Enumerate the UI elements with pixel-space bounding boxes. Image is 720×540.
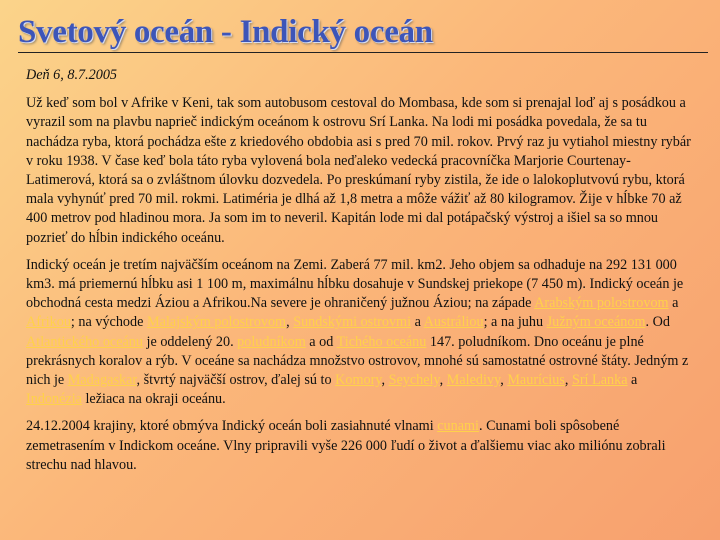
link-pacific-ocean[interactable]: Tichého oceánu <box>336 333 427 350</box>
paragraph-ocean-facts <box>26 256 692 410</box>
link-meridian[interactable]: poludníkom <box>237 333 306 350</box>
text-run: 147. poludníkom. Dno oceánu je plné prekrásnych koralov a rýb. V oceáne sa nachádza množstvo ostrovov, mnohé sú samostatné ostrovné štáty. Jedným z nich je <box>26 333 689 389</box>
link-comoros[interactable]: Komory <box>335 372 382 389</box>
entry-date: Deň 6, 8.7.2005 <box>26 67 118 83</box>
text-run: . Cunami boli spôsobené zemetrasením v Indickom oceáne. Vlny pripravili vyše 226 000 ľudí o život a ďalšiemu viac ako miliónu zobrali strechu nad hlavou. <box>26 418 666 473</box>
link-southern-ocean[interactable]: Južným oceánom <box>546 314 646 331</box>
text-run: je oddelený 20. <box>143 333 238 350</box>
link-madagascar[interactable]: Madagaskar <box>67 372 137 389</box>
text-run: ; a na juhu <box>483 314 547 331</box>
text-run: ležiaca na okraji oceánu. <box>81 391 226 408</box>
link-mauritius[interactable]: Maurícius <box>507 372 565 389</box>
text-run: , <box>439 372 447 389</box>
title-underline <box>18 52 708 53</box>
text-run: . Od <box>645 314 670 331</box>
link-maldives[interactable]: Maledivy <box>446 372 501 389</box>
text-run: , <box>286 314 294 331</box>
link-africa[interactable]: Afrikou <box>26 314 71 331</box>
text-run: a od <box>305 333 337 350</box>
text-run: , <box>381 372 389 389</box>
text-run: , štvrtý najväčší ostrov, ďalej sú to <box>136 372 336 389</box>
paragraph-tsunami <box>26 417 692 475</box>
text-run: a <box>627 372 638 389</box>
link-atlantic-ocean[interactable]: Atlantického oceánu <box>26 333 143 350</box>
link-indonesia[interactable]: Indonézia <box>26 391 82 408</box>
text-run: 24.12.2004 krajiny, ktoré obmýva Indický oceán boli zasiahnuté vlnami <box>26 418 438 435</box>
text-run: a <box>411 314 424 331</box>
link-sunda-islands[interactable]: Sundskými ostrovmi <box>293 314 412 331</box>
link-sri-lanka[interactable]: Srí Lanka <box>571 372 628 389</box>
link-seychelles[interactable]: Seychely <box>388 372 440 389</box>
text-run: ; na východe <box>70 314 147 331</box>
paragraph-coelacanth: Už keď som bol v Afrike v Keni, tak som autobusom cestoval do Mombasa, kde som si prenajal loď aj s posádkou a vyrazil som na plavbu naprieč indickým oceánom k ostrovu Srí Lanka. Na lodi mi posádka povedala, že sa tu nachádza ryba, ktorá pochádza ešte z kriedového obdobia asi s pred 70 mil. rokov. Prvý raz ju vytiahol miestny rybár v roku 1938. V čase keď bola táto ryba vylovená bola neďaleko vedecká pracovníčka Marjorie Courtenay-Latimerová, ktorá sa o zvláštnom úlovku dozvedela. Po preskúmaní ryby zistila, že ide o lalokoplutvovú rybu, ktorá mala vyhynúť pred 70 mil. rokmi. Latiméria je dlhá až 1,8 metra a môže vážiť až 80 kilogramov. Žije v hĺbke 70 až 400 metrov pod hladinou mora. Ja som im to neveril. Kapitán lode mi dal potápačský výstroj a išiel sa so mnou pozrieť do hĺbin indického oceánu. <box>26 95 691 246</box>
link-australia[interactable]: Austráliou <box>423 314 484 331</box>
link-malay-peninsula[interactable]: Malajským polostrovom <box>146 314 287 331</box>
article-body <box>26 66 692 483</box>
link-tsunami[interactable]: cunami <box>437 418 479 435</box>
text-run: a <box>668 295 679 312</box>
page-title: Svetový oceán - Indický oceán <box>18 14 433 50</box>
link-arabian-peninsula[interactable]: Arabským polostrovom <box>534 295 669 312</box>
text-run: , <box>564 372 572 389</box>
text-run: Indický oceán je tretím najväčším oceánom na Zemi. Zaberá 77 mil. km2. Jeho objem sa odhaduje na 292 131 000 km3. má priemernú hĺbku asi 1 100 m, maximálnu hĺbku dosahuje v Sundskej priekope (7 450 m). Indický oceán je obchodná cesta medzi Áziou a Afrikou.Na severe je ohraničený južnou Áziou; na západe <box>26 256 684 312</box>
text-run: , <box>500 372 508 389</box>
